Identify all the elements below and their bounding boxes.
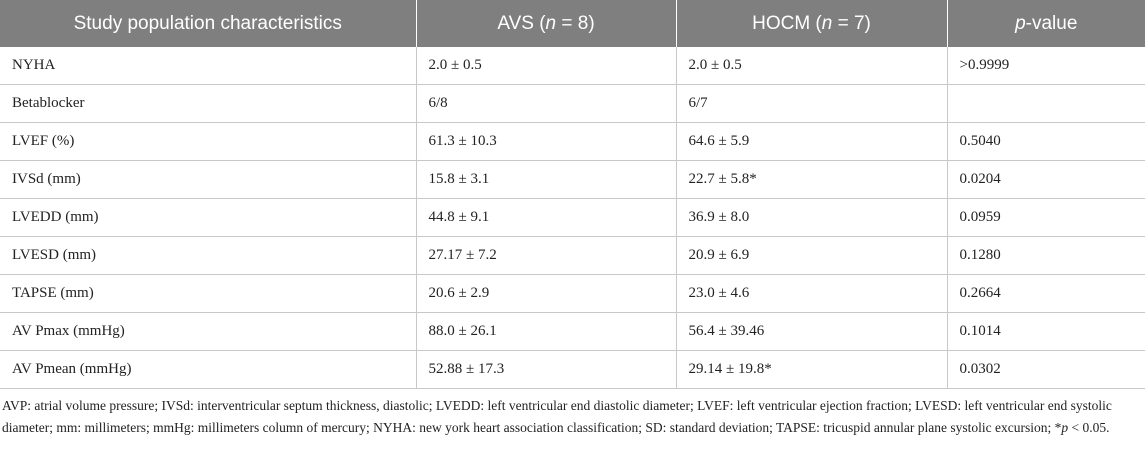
table-header: [0, 0, 1145, 47]
row-label: LVEDD (mm): [0, 199, 416, 237]
avs-value: 15.8 ± 3.1: [416, 161, 676, 199]
table-row: [0, 161, 1145, 199]
row-label: TAPSE (mm): [0, 275, 416, 313]
table-row: [0, 275, 1145, 313]
table-row: [0, 351, 1145, 389]
row-label: NYHA: [0, 47, 416, 85]
hocm-value: 64.6 ± 5.9: [676, 123, 947, 161]
avs-value: 2.0 ± 0.5: [416, 47, 676, 85]
row-label: IVSd (mm): [0, 161, 416, 199]
p-value: 0.5040: [947, 123, 1145, 161]
p-value: 0.2664: [947, 275, 1145, 313]
row-label: AV Pmean (mmHg): [0, 351, 416, 389]
table-row: [0, 237, 1145, 275]
row-label: LVEF (%): [0, 123, 416, 161]
avs-value: 20.6 ± 2.9: [416, 275, 676, 313]
table-row: [0, 85, 1145, 123]
header-row: [0, 0, 1145, 47]
avs-value: 88.0 ± 26.1: [416, 313, 676, 351]
table-row: [0, 313, 1145, 351]
header-p-value: p-value: [947, 0, 1145, 47]
row-label: AV Pmax (mmHg): [0, 313, 416, 351]
table-row: [0, 199, 1145, 237]
header-hocm: HOCM (n = 7): [676, 0, 947, 47]
avs-value: 61.3 ± 10.3: [416, 123, 676, 161]
table-row: [0, 47, 1145, 85]
p-value: [947, 85, 1145, 123]
p-value: 0.0204: [947, 161, 1145, 199]
header-characteristics: Study population characteristics: [0, 0, 416, 47]
footnote-p-symbol: p: [1061, 420, 1069, 435]
avs-value: 6/8: [416, 85, 676, 123]
row-label: Betablocker: [0, 85, 416, 123]
avs-value: 52.88 ± 17.3: [416, 351, 676, 389]
footnote-tail: < 0.05.: [1068, 420, 1110, 435]
avs-value: 44.8 ± 9.1: [416, 199, 676, 237]
footnote-text: AVP: atrial volume pressure; IVSd: interventricular septum thickness, diastolic; LVEDD: left ventricular end diastolic diameter; LVEF: left ventricular ejection fraction; LVESD: left ventricular end systolic diameter; mm: millimeters; mmHg: millimeters column of mercury; NYHA: new york heart association classification; SD: standard deviation; TAPSE: tricuspid annular plane systolic excursion; *: [2, 398, 1112, 435]
p-value: 0.0959: [947, 199, 1145, 237]
p-value: >0.9999: [947, 47, 1145, 85]
hocm-value: 23.0 ± 4.6: [676, 275, 947, 313]
row-label: LVESD (mm): [0, 237, 416, 275]
header-avs: AVS (n = 8): [416, 0, 676, 47]
hocm-value: 36.9 ± 8.0: [676, 199, 947, 237]
table-footnote: [0, 389, 1145, 439]
hocm-value: 2.0 ± 0.5: [676, 47, 947, 85]
hocm-value: 22.7 ± 5.8*: [676, 161, 947, 199]
p-value: 0.1280: [947, 237, 1145, 275]
table-row: [0, 123, 1145, 161]
hocm-value: 6/7: [676, 85, 947, 123]
p-value: 0.0302: [947, 351, 1145, 389]
p-value: 0.1014: [947, 313, 1145, 351]
hocm-value: 56.4 ± 39.46: [676, 313, 947, 351]
avs-value: 27.17 ± 7.2: [416, 237, 676, 275]
table-body: [0, 47, 1145, 389]
hocm-value: 29.14 ± 19.8*: [676, 351, 947, 389]
hocm-value: 20.9 ± 6.9: [676, 237, 947, 275]
